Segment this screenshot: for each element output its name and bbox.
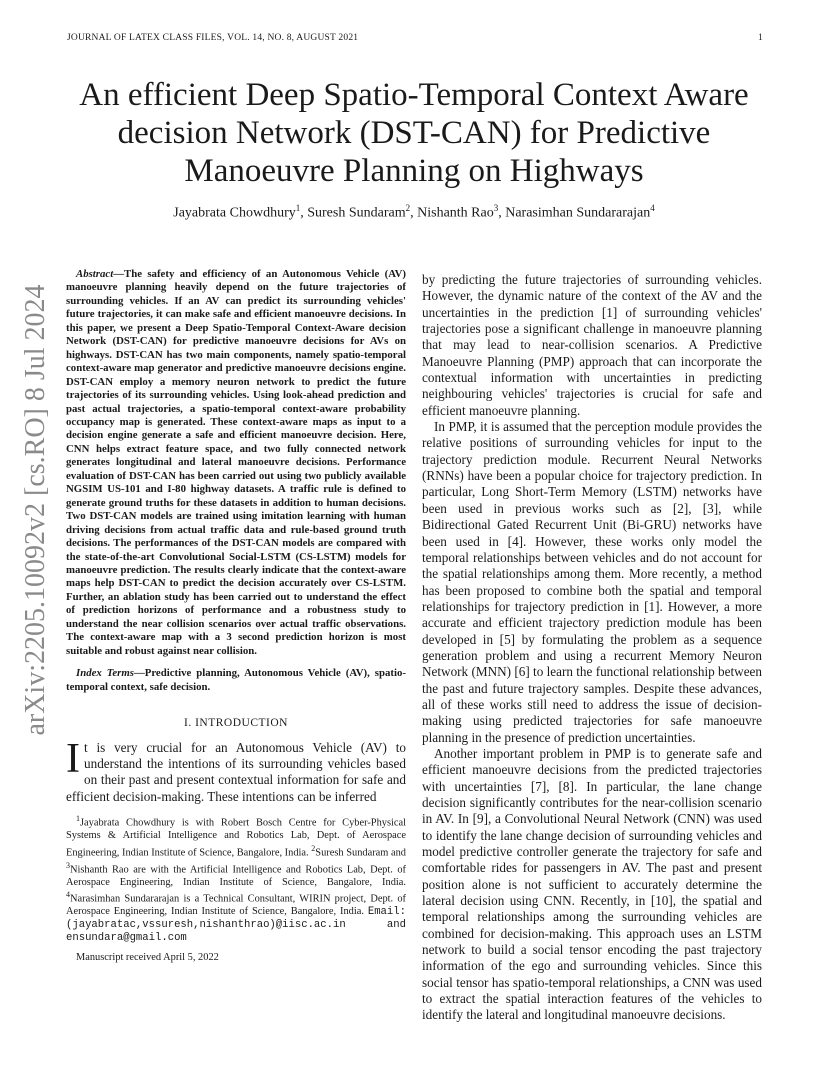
body-paragraph: Another important problem in PMP is to generate safe and efficient manoeuvre decisions from the predicted trajectories with uncertainties [7], [8]. In particular, the lane change decision significantly contributes for the near-collision scenario in AV. In [9], a Convolutional Neural Network (CNN) was used to identify the lane change decision of surrounding vehicles and model predictive controller generate the trajectory for safe and comfortable rides for passengers in AV. The past and present position alone is not sufficient to accurately determine the lateral decision using CNN. Recently, in [10], the spatial and temporal relationships among the surrounding vehicles are combined for decision-making. This approach uses an LSTM network to build a social tensor encoding the past trajectory information of the ego and surrounding vehicles. Since this social tensor has spatio-temporal relationships, a CNN was used to extract the spatial interaction features of the vehicles to identify the lateral and longitudinal manoeuvre decisions. (422, 745, 762, 1023)
body-paragraph: In PMP, it is assumed that the perception module provides the relative positions of surrounding vehicles for input to the trajectory prediction module. Recurrent Neural Networks (RNNs) have been a popular choice for trajectory prediction. In particular, Long Short-Term Memory (LSTM) networks have been used in previous works such as [2], [3], while Bidirectional Gated Recurrent Unit (Bi-GRU) networks have been used in [4]. However, these works only model the temporal relationships between vehicles and do not account for the spatial relationships among them. More recently, a method has been proposed to combine both the spatial and temporal relationships for trajectory prediction in [1]. However, a more accurate and efficient trajectory prediction module has been developed in [5] by formulating the problem as a sequence generation problem and using a recurrent Memory Neuron Network (MNN) [6] to learn the functional relationship between the past and future trajectory samples. Despite these advances, all of these works still need to address the issue of decision-making using predicted trajectories for safe manoeuvre planning in the presence of prediction uncertainties. (422, 419, 762, 745)
author-list: Jayabrata Chowdhury$^1$, Suresh Sundaram$^2$, Nishanth Rao$^3$, Narasimhan Sundararajan$^4$ (173, 203, 655, 221)
intro-paragraph (66, 735, 406, 805)
author-mark: 3 (493, 203, 499, 213)
author-name: Nishanth Rao (417, 205, 494, 221)
arxiv-identifier[interactable]: arXiv:2205.10092v2 [cs.RO] 8 Jul 2024 (20, 284, 51, 736)
abstract-label: Abstract (76, 268, 114, 280)
author-mark: 4 (650, 203, 655, 213)
manuscript-received: Manuscript received April 5, 2022 (76, 952, 219, 964)
author-mark: 1 (295, 203, 301, 213)
abstract: Abstract—The safety and efficiency of an Autonomous Vehicle (AV) manoeuvre planning heavily depend on the future trajectories of surrounding vehicles. If an AV can predict its surrounding vehicles' future trajectories, it can make safe and efficient manoeuvre decisions. In this paper, we present a Deep Spatio-Temporal Context-Aware decision Network (DST-CAN) for predictive manoeuvre decisions for AVs on highways. DST-CAN has two main components, namely spatio-temporal context-aware map generator and predictive manoeuvre decisions engine. DST-CAN employ a memory neuron network to predict the future trajectories of its surrounding vehicles. Using look-ahead prediction and past actual trajectories, a spatio-temporal context-aware probability occupancy map is generated. These context-aware maps as input to a decision engine generate a safe and efficient manoeuvre decision. Here, CNN helps extract feature space, and two fully connected network generates longitudinal and lateral manoeuvre decisions. Performance evaluation of DST-CAN has been carried out using two publicly available NGSIM US-101 and I-80 highway datasets. A traffic rule is defined to generate ground truths for these datasets in addition to human decisions. Two DST-CAN models are trained using imitation learning with human driving decisions from actual traffic data and rule-based ground truth decisions. The performances of the DST-CAN models are compared with the state-of-the-art Convolutional Social-LSTM (CS-LSTM) models for manoeuvre prediction. The results clearly indicate that the context-aware maps help DST-CAN to predict the decision accurately over CS-LSTM. Further, an ablation study has been carried out to understand the effect of prediction horizons of performance and a robustness study to understand the near collision scenarios over actual traffic observations. The context-aware map with a 3 second prediction horizon is most suitable and robust against near collision. (66, 268, 406, 657)
page-number: 1 (758, 33, 763, 43)
footnote-affiliation-2: Suresh Sundaram and (315, 847, 406, 859)
footnote-affiliation-1: Jayabrata Chowdhury is with Robert Bosch Centre for Cyber-Physical Systems & Artificial Intelligence and Robotics Lab, Dept. of Aerospace Engineering, Indian Institute of Science, Bangalore, India. (66, 817, 406, 859)
footnote-mark: 4 (66, 890, 70, 900)
intro-text: t is very crucial for an Autonomous Vehicle (AV) to understand the intentions of its surrounding vehicles based on their past and present contextual information for safe and efficient decision-making. These intentions can be inferred (66, 739, 406, 804)
footnote-email[interactable]: Email: (jayabratac,vssuresh,nishanthrao)@iisc.ac.in and ensundara@gmail.com (66, 906, 406, 944)
body-paragraph: by predicting the future trajectories of surrounding vehicles. However, the dynamic nature of the context of the AV and the uncertainties in the prediction [1] of surrounding vehicles' trajectories pose a significant challenge in manoeuvre planning that may lead to near-collision scenarios. A Predictive Manoeuvre Planning (PMP) approach that can incorporate the contextual information with uncertainties in predicting neighbouring vehicles' trajectories is crucial for safe and efficient manoeuvre planning. (422, 272, 762, 418)
drop-cap: I (66, 735, 80, 782)
section-heading: I. INTRODUCTION (184, 717, 288, 730)
footnote-affiliation-3: Nishanth Rao are with the Artificial Intelligence and Robotics Lab, Dept. of Aerospace Engineering, Indian Institute of Science, Bangalore, India. (66, 864, 406, 888)
abstract-text: The safety and efficiency of an Autonomous Vehicle (AV) manoeuvre planning heavily depend on the future trajectories of surrounding vehicles. If an AV can predict its surrounding vehicles' future trajectories, it can make safe and efficient manoeuvre decisions. In this paper, we present a Deep Spatio-Temporal Context-Aware decision Network (DST-CAN) for predictive manoeuvre decisions for AVs on highways. DST-CAN has two main components, namely spatio-temporal context-aware map generator and predictive manoeuvre decisions engine. DST-CAN employ a memory neuron network to predict the future trajectories of its surrounding vehicles. Using look-ahead prediction and past actual trajectories, a spatio-temporal context-aware probability occupancy map is generated. These context-aware maps as input to a decision engine generate a safe and efficient manoeuvre decision. Here, CNN helps extract feature space, and two fully connected network generates longitudinal and lateral manoeuvre decisions. Performance evaluation of DST-CAN has been carried out using two publicly available NGSIM US-101 and I-80 highway datasets. A traffic rule is defined to generate ground truths for these datasets in addition to human decisions. Two DST-CAN models are trained using imitation learning with human driving decisions from actual traffic data and rule-based ground truth decisions. The performances of the DST-CAN models are compared with the state-of-the-art Convolutional Social-LSTM (CS-LSTM) models for manoeuvre prediction. The results clearly indicate that the context-aware maps help DST-CAN to predict the decision accurately over CS-LSTM. Further, an ablation study has been carried out to understand the effect of prediction horizons of performance and a robustness study to understand the near collision scenarios over actual traffic observations. The context-aware map with a 3 second prediction horizon is most suitable and robust against near collision. (66, 268, 406, 657)
footnote-mark: 1 (76, 814, 80, 824)
running-header (67, 33, 763, 43)
journal-name: JOURNAL OF LATEX CLASS FILES, VOL. 14, NO. 8, AUGUST 2021 (67, 33, 359, 43)
index-terms-label: Index Terms (76, 667, 134, 680)
author-name: Narasimhan Sundararajan (505, 205, 651, 221)
index-terms: Index Terms—Predictive planning, Autonomous Vehicle (AV), spatio-temporal context, safe decision. (66, 667, 406, 693)
author-mark: 2 (405, 203, 411, 213)
arxiv-sidebar (22, 260, 50, 760)
left-column (66, 268, 406, 965)
footnote (66, 813, 406, 944)
footnote-mark: 3 (66, 860, 70, 870)
index-terms-text: Predictive planning, Autonomous Vehicle (AV), spatio-temporal context, safe decision. (66, 667, 406, 693)
author-name: Jayabrata Chowdhury (173, 205, 296, 221)
footnote-mark: 2 (311, 843, 316, 853)
paper-title: An efficient Deep Spatio-Temporal Context Aware decision Network (DST-CAN) for Predictive Manoeuvre Planning on Highways (79, 77, 749, 189)
author-name: Suresh Sundaram (307, 205, 406, 221)
right-column (422, 272, 762, 1024)
footnote-affiliation-4: Narasimhan Sundararajan is a Technical Consultant, WIRIN project, Dept. of Aerospace Engineering, Indian Institute of Science, Bangalore, India. (66, 893, 406, 918)
